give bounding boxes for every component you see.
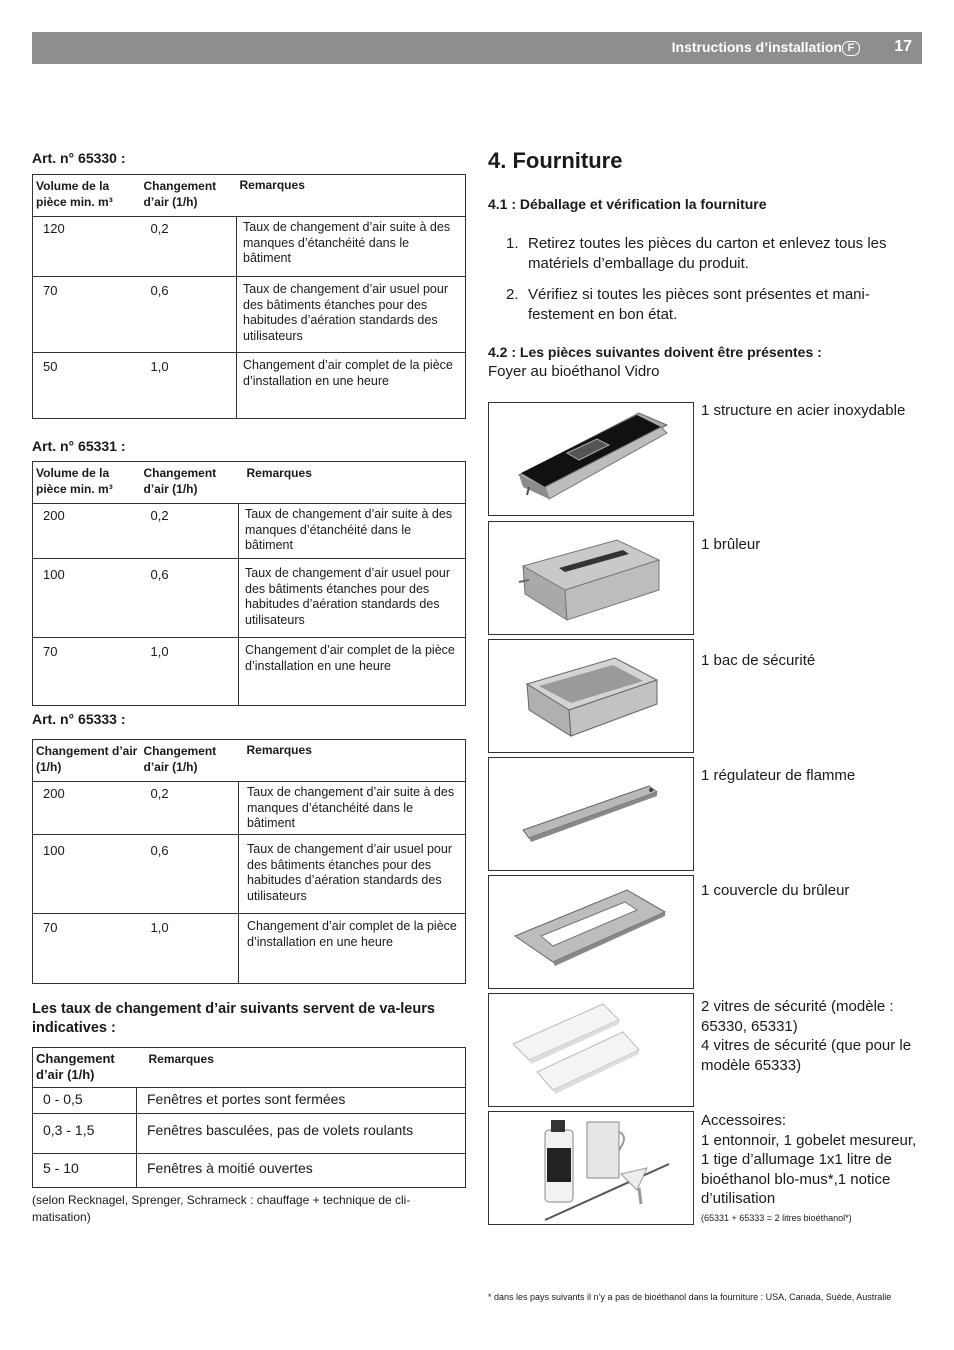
header-title: Instructions d’installation <box>671 39 842 55</box>
table-row <box>33 1114 466 1154</box>
rates-heading: Les taux de changement d’air suivants servent de va-leurs indicatives : <box>32 1001 435 1036</box>
cell-remark: Taux de changement d’air suite à des manques d’étanchéité dans le bâtiment <box>243 220 451 265</box>
cell-rate: 0,2 <box>141 504 239 559</box>
language-badge: F <box>842 41 860 56</box>
col-header: Volume de la pièce min. m³ <box>36 179 113 209</box>
table-row <box>33 504 466 559</box>
cell-rate: 0,3 - 1,5 <box>33 1114 137 1154</box>
cell-rate: 0,6 <box>141 559 239 638</box>
col-header: Changement d’air (1/h) <box>143 179 217 209</box>
cell-volume: 50 <box>43 359 58 374</box>
steel-frame-image <box>488 402 694 516</box>
col-header: Remarques <box>239 178 305 192</box>
cell-volume: 200 <box>43 508 65 523</box>
part-label: Accessoires: 1 entonnoir, 1 gobelet mesureur, 1 tige d’allumage 1x1 litre de bioéthanol blo-mus*,1 notice d’utilisation <box>701 1112 917 1207</box>
cell-rate-b: 1,0 <box>141 914 239 984</box>
cell-volume: 120 <box>43 221 65 236</box>
table-65333 <box>32 739 466 984</box>
cell-rate-a: 70 <box>43 920 58 935</box>
cell-remark: Fenêtres à moitié ouvertes <box>147 1160 313 1176</box>
table-2-heading: Art. n° 65331 : <box>32 438 126 454</box>
footnote: * dans les pays suivants il n’y a pas de bioéthanol dans la fourniture : USA, Canada, Suède, Australie <box>488 1292 892 1302</box>
cell-remark: Fenêtres et portes sont fermées <box>147 1091 346 1107</box>
safety-tray-image <box>488 639 694 753</box>
cell-volume: 100 <box>43 567 65 582</box>
rates-table <box>32 1047 466 1188</box>
cell-rate: 0,6 <box>141 277 237 353</box>
subsection-title-4-2: 4.2 : Les pièces suivantes doivent être présentes : <box>488 344 822 360</box>
table-row <box>33 782 466 835</box>
step-number: 1. <box>506 235 519 252</box>
page-number: 17 <box>894 38 912 55</box>
cell-remark: Taux de changement d’air suite à des manques d’étanchéité dans le bâtiment <box>245 507 453 552</box>
col-header: Remarques <box>148 1052 214 1066</box>
burner-image <box>488 521 694 635</box>
step-2 <box>506 285 922 324</box>
step-1 <box>506 234 922 273</box>
cell-rate: 5 - 10 <box>33 1154 137 1188</box>
product-name: Foyer au bioéthanol Vidro <box>488 363 660 380</box>
table-row <box>33 353 466 419</box>
cell-rate-a: 200 <box>43 786 65 801</box>
part-label: 1 structure en acier inoxydable <box>701 402 906 419</box>
subsection-title-4-1: 4.1 : Déballage et vérification la fourniture <box>488 196 767 212</box>
bioethanol-note: (65331 + 65333 = 2 litres bioéthanol*) <box>701 1213 852 1223</box>
table-row <box>33 914 466 984</box>
col-header: Changement d’air (1/h) <box>36 744 138 774</box>
table-row <box>33 638 466 706</box>
table-row <box>33 1154 466 1188</box>
cell-rate: 1,0 <box>141 353 237 419</box>
table-65331 <box>32 461 466 706</box>
table-65330 <box>32 174 466 419</box>
part-label: 2 vitres de sécurité (modèle : 65330, 65331) 4 vitres de sécurité (que pour le modèle 65333) <box>701 998 912 1074</box>
cell-volume: 70 <box>43 644 58 659</box>
part-label: 1 bac de sécurité <box>701 652 816 669</box>
step-number: 2. <box>506 286 519 303</box>
col-header: Remarques <box>246 743 312 757</box>
flame-regulator-image <box>488 757 694 871</box>
cell-remark: Taux de changement d’air suite à des manques d’étanchéité dans le bâtiment <box>247 785 455 830</box>
col-header: Changement d’air (1/h) <box>143 744 217 774</box>
page-header <box>32 32 922 64</box>
step-text: Retirez toutes les pièces du carton et enlevez tous les matériels d’emballage du produit. <box>528 235 887 272</box>
cell-remark: Changement d’air complet de la pièce d’installation en une heure <box>247 919 457 949</box>
table-1-heading: Art. n° 65330 : <box>32 150 126 166</box>
cell-rate: 1,0 <box>141 638 239 706</box>
col-header: Remarques <box>246 466 312 480</box>
cell-rate-b: 0,6 <box>141 835 239 914</box>
col-header: Changement d’air (1/h) <box>36 1051 115 1082</box>
cell-rate: 0 - 0,5 <box>33 1088 137 1114</box>
rates-source: (selon Recknagel, Sprenger, Schrameck : chauffage + technique de cli-matisation) <box>32 1193 411 1224</box>
part-label: 1 couvercle du brûleur <box>701 882 850 899</box>
cell-remark: Taux de changement d’air usuel pour des bâtiments étanches pour des habitudes d’aération standards des utilisateurs <box>245 566 450 627</box>
burner-cover-image <box>488 875 694 989</box>
cell-remark: Changement d’air complet de la pièce d’installation en une heure <box>245 643 455 673</box>
part-label: 1 régulateur de flamme <box>701 767 856 784</box>
table-3-heading: Art. n° 65333 : <box>32 711 126 727</box>
cell-remark: Fenêtres basculées, pas de volets roulants <box>147 1122 414 1138</box>
step-text: Vérifiez si toutes les pièces sont présentes et mani-festement en bon état. <box>528 286 870 323</box>
accessories-image <box>488 1111 694 1225</box>
table-row <box>33 835 466 914</box>
col-header: Volume de la pièce min. m³ <box>36 466 113 496</box>
cell-volume: 70 <box>43 283 58 298</box>
cell-rate: 0,2 <box>141 217 237 277</box>
table-row <box>33 217 466 277</box>
col-header: Changement d’air (1/h) <box>143 466 217 496</box>
section-title: 4. Fourniture <box>488 148 623 173</box>
table-row <box>33 1088 466 1114</box>
cell-rate-b: 0,2 <box>141 782 239 835</box>
table-row <box>33 559 466 638</box>
cell-rate-a: 100 <box>43 843 65 858</box>
cell-remark: Taux de changement d’air usuel pour des bâtiments étanches pour des habitudes d’aération standards des utilisateurs <box>243 282 448 343</box>
cell-remark: Taux de changement d’air usuel pour des bâtiments étanches pour des habitudes d’aération standards des utilisateurs <box>247 842 452 903</box>
table-row <box>33 277 466 353</box>
safety-glass-image <box>488 993 694 1107</box>
part-label: 1 brûleur <box>701 536 761 553</box>
cell-remark: Changement d’air complet de la pièce d’installation en une heure <box>243 358 453 388</box>
